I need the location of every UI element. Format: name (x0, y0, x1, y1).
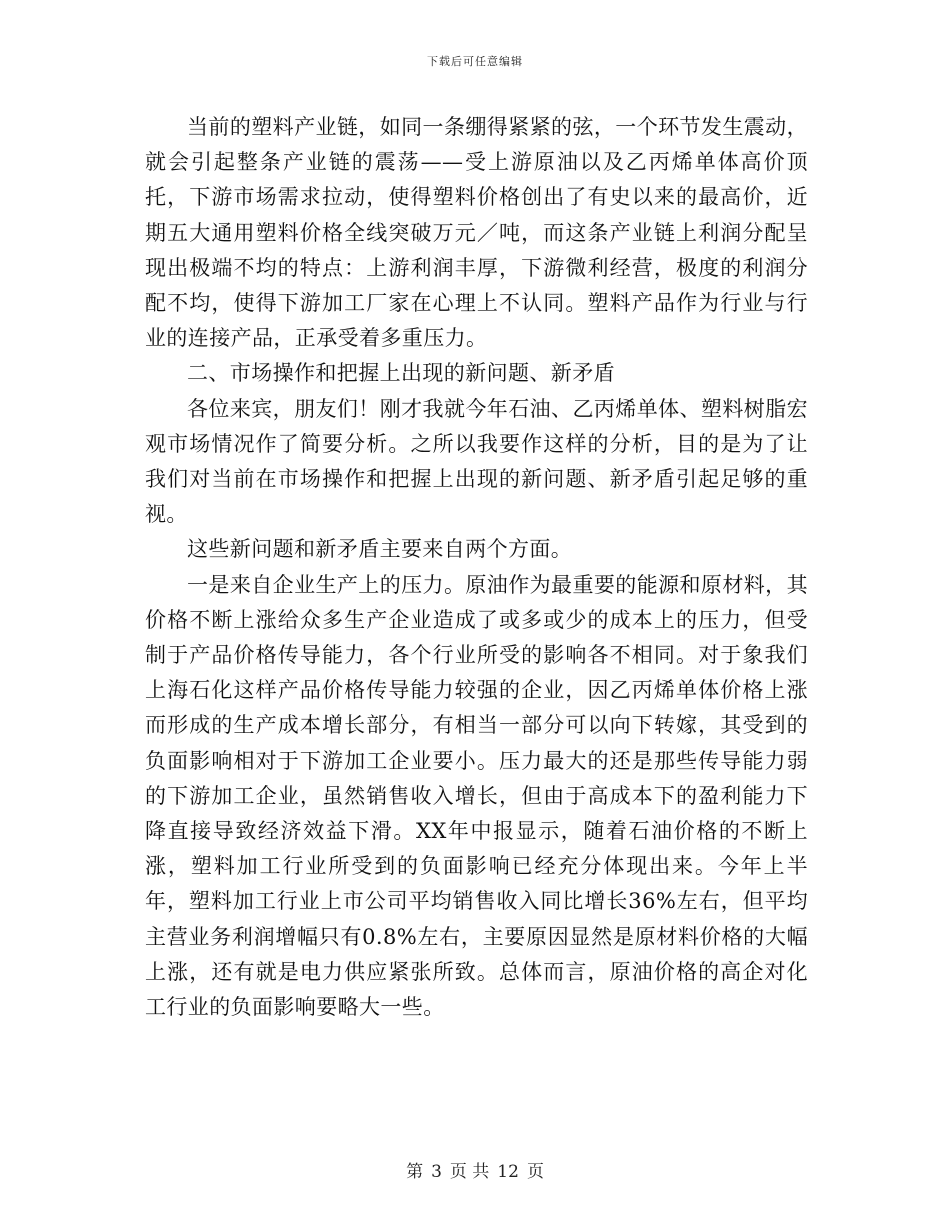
footer-middle: 页 共 (449, 1162, 490, 1182)
footer-total-pages: 12 (497, 1162, 519, 1182)
footer-suffix: 页 (526, 1162, 544, 1182)
paragraph-industry-chain: 当前的塑料产业链，如同一条绷得紧紧的弦，一个环节发生震动，就会引起整条产业链的震荡——受上游原油以及乙丙烯单体高价顶托，下游市场需求拉动，使得塑料价格创出了有史以来的最高价，近期五大通用塑料价格全线突破万元／吨，而这条产业链上利润分配呈现出极端不均的特点：上游利润丰厚，下游微利经营，极度的利润分配不均，使得下游加工厂家在心理上不认同。塑料产品作为行业与行业的连接产品，正承受着多重压力。 (145, 115, 808, 351)
footer-prefix: 第 (406, 1162, 424, 1182)
page-header-note: 下载后可任意编辑 (427, 55, 523, 68)
page-footer (0, 1157, 950, 1182)
paragraph-two-aspects: 这些新问题和新矛盾主要来自两个方面。 (187, 537, 573, 562)
paragraph-greeting: 各位来宾，朋友们！刚才我就今年石油、乙丙烯单体、塑料树脂宏观市场情况作了简要分析。之所以我要作这样的分析，目的是为了让我们对当前在市场操作和把握上出现的新问题、新矛盾引起足够的重视。 (145, 396, 808, 527)
paragraph-production-pressure: 一是来自企业生产上的压力。原油作为最重要的能源和原材料，其价格不断上涨给众多生产企业造成了或多或少的成本上的压力，但受制于产品价格传导能力，各个行业所受的影响各不相同。对于象我们上海石化这样产品价格传导能力较强的企业，因乙丙烯单体价格上涨而形成的生产成本增长部分，有相当一部分可以向下转嫁，其受到的负面影响相对于下游加工企业要小。压力最大的还是那些传导能力弱的下游加工企业，虽然销售收入增长，但由于高成本下的盈利能力下降直接导致经济效益下滑。XX年中报显示，随着石油价格的不断上涨，塑料加工行业所受到的负面影响已经充分体现出来。今年上半年，塑料加工行业上市公司平均销售收入同比增长36%左右，但平均主营业务利润增幅只有0.8%左右，主要原因显然是原材料价格的大幅上涨，还有就是电力供应紧张所致。总体而言，原油价格的高企对化工行业的负面影响要略大一些。 (145, 572, 808, 1020)
footer-current-page: 3 (431, 1162, 442, 1182)
document-body (145, 110, 808, 1025)
section-heading: 二、市场操作和把握上出现的新问题、新矛盾 (187, 361, 615, 386)
